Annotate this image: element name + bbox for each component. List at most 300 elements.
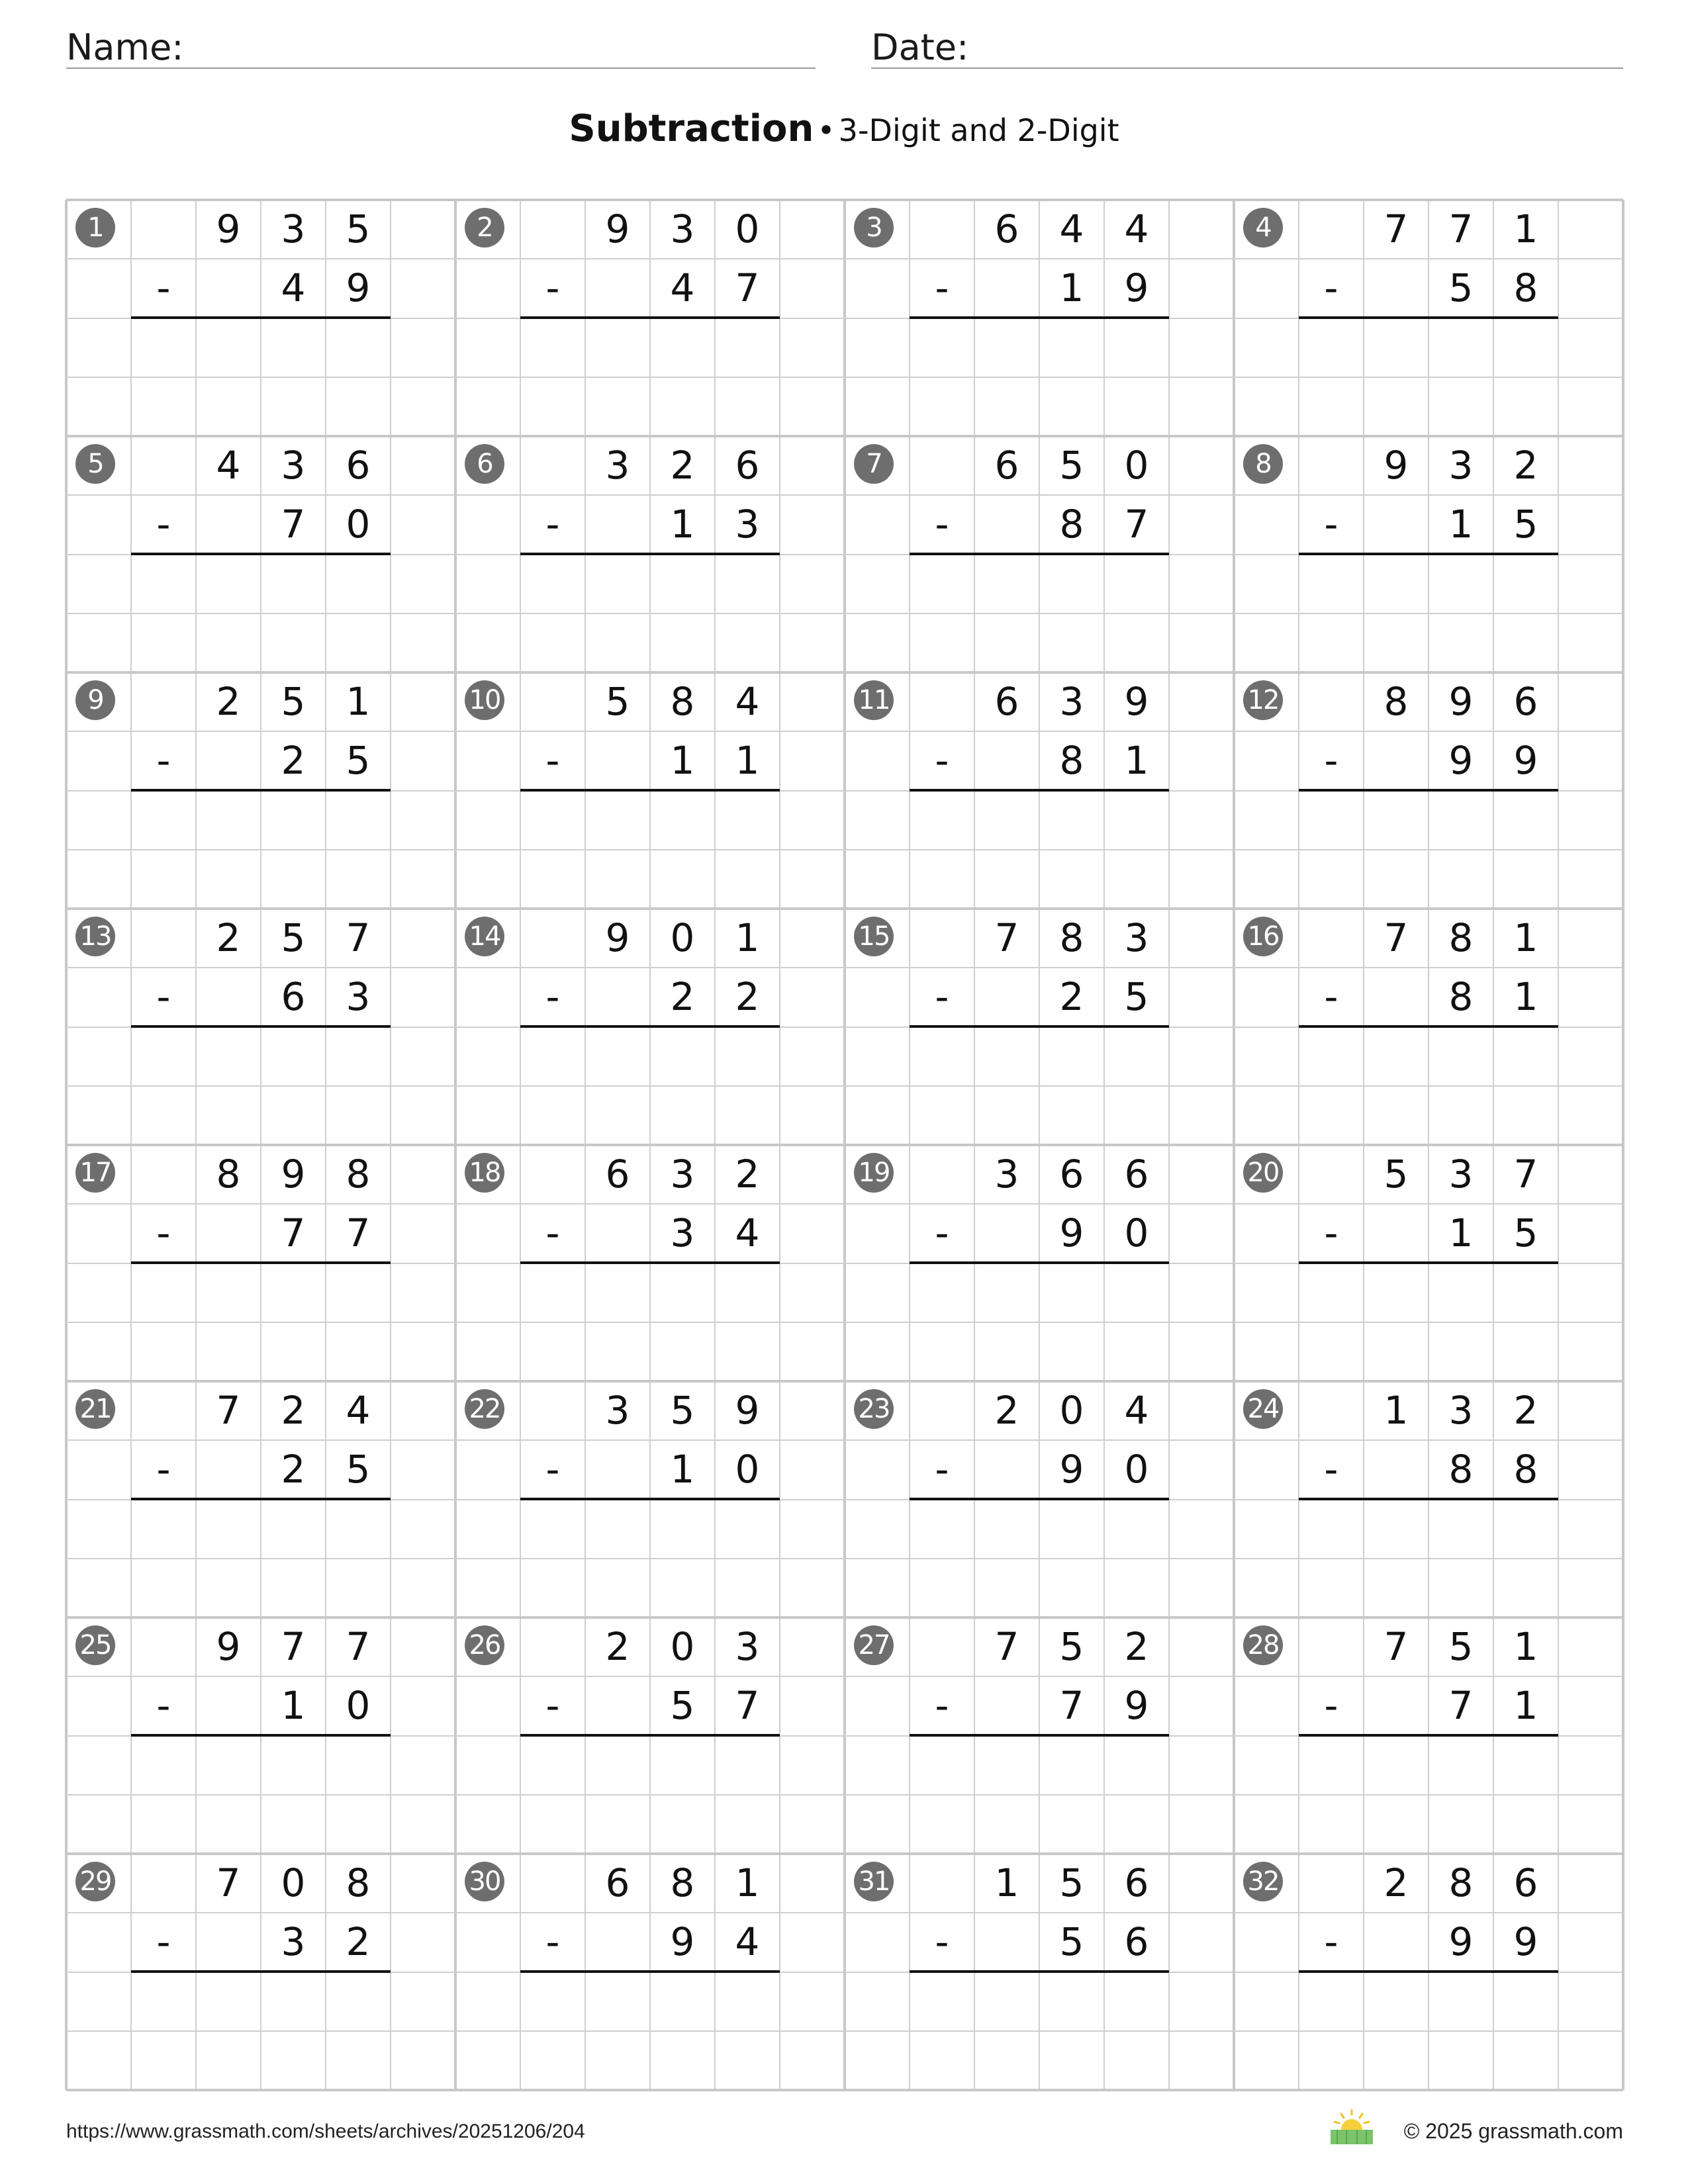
problem (455, 200, 845, 436)
minuend-digit: 6 (1124, 1152, 1149, 1197)
answer-area[interactable] (131, 1500, 391, 1618)
problem-number-badge: 10 (465, 680, 504, 720)
answer-area[interactable] (910, 1027, 1169, 1146)
problem (66, 1854, 455, 2090)
problem-number-badge: 11 (854, 680, 894, 720)
minuend-digit: 1 (346, 679, 371, 724)
answer-area[interactable] (131, 318, 391, 437)
minuend-digit: 2 (994, 1388, 1019, 1433)
minuend-digit: 5 (1059, 1624, 1084, 1669)
subtrahend-digit: 7 (281, 1210, 306, 1256)
problem-number-badge: 28 (1243, 1625, 1283, 1665)
minuend-digit: 5 (281, 915, 306, 960)
subtrahend-digit: 8 (1448, 974, 1474, 1020)
subtrahend-digit: 9 (1124, 1683, 1149, 1729)
minus-sign: - (545, 974, 560, 1020)
problem (845, 1145, 1234, 1381)
name-line[interactable] (66, 68, 816, 69)
problem (455, 1617, 845, 1854)
minuend-digit: 6 (346, 443, 371, 488)
subtrahend-digit: 9 (1448, 738, 1474, 784)
minuend-digit: 3 (1448, 443, 1474, 488)
minuend-digit: 8 (216, 1152, 241, 1197)
subtrahend-digit: 4 (670, 265, 695, 311)
problem-number-badge: 27 (854, 1625, 894, 1665)
problem-number-badge: 29 (75, 1862, 115, 1901)
problem-number-badge: 20 (1243, 1153, 1283, 1193)
minuend-digit: 3 (1448, 1388, 1474, 1433)
problem (455, 436, 845, 672)
answer-area[interactable] (910, 1500, 1169, 1618)
minuend-digit: 5 (670, 1388, 695, 1433)
minus-sign: - (545, 1919, 560, 1965)
minuend-digit: 3 (994, 1152, 1019, 1197)
subtrahend-digit: 1 (1448, 1210, 1474, 1256)
subtrahend-digit: 5 (1124, 974, 1149, 1020)
problem (845, 1854, 1234, 2090)
answer-area[interactable] (131, 1263, 391, 1382)
subtrahend-digit: 8 (1059, 738, 1084, 784)
answer-area[interactable] (1299, 1027, 1558, 1146)
minuend-digit: 9 (1448, 679, 1474, 724)
minuend-digit: 7 (994, 1624, 1019, 1669)
title-subtitle: 3-Digit and 2-Digit (838, 113, 1119, 148)
answer-area[interactable] (131, 791, 391, 909)
problem (66, 1381, 455, 1617)
minus-sign: - (935, 1210, 949, 1256)
problem (66, 1617, 455, 1854)
minuend-digit: 6 (994, 206, 1019, 251)
minus-sign: - (156, 265, 171, 311)
minuend-digit: 9 (1383, 443, 1409, 488)
subtrahend-digit: 1 (1124, 738, 1149, 784)
subtrahend-digit: 6 (281, 974, 306, 1020)
minus-sign: - (156, 1447, 171, 1492)
subtrahend-digit: 1 (1513, 1683, 1538, 1729)
minuend-digit: 6 (735, 443, 760, 488)
problem-number-badge: 16 (1243, 917, 1283, 956)
answer-area[interactable] (910, 1263, 1169, 1382)
minuend-digit: 9 (281, 1152, 306, 1197)
minus-sign: - (156, 502, 171, 547)
subtrahend-digit: 9 (1448, 1919, 1474, 1965)
subtrahend-digit: 8 (1513, 1447, 1538, 1492)
subtrahend-digit: 9 (1513, 738, 1538, 784)
minuend-digit: 6 (605, 1860, 630, 1905)
minuend-digit: 7 (1448, 206, 1474, 251)
subtrahend-digit: 3 (670, 1210, 695, 1256)
minuend-digit: 2 (670, 443, 695, 488)
answer-area[interactable] (131, 1736, 391, 1854)
minuend-digit: 1 (1513, 915, 1538, 960)
subtrahend-digit: 1 (1448, 502, 1474, 547)
answer-area[interactable] (910, 555, 1169, 673)
problem (66, 909, 455, 1145)
answer-area[interactable] (1299, 555, 1558, 673)
answer-area[interactable] (131, 1972, 391, 2091)
problem-number-badge: 26 (465, 1625, 504, 1665)
problem-number-badge: 18 (465, 1153, 504, 1193)
minuend-digit: 5 (1059, 443, 1084, 488)
subtrahend-digit: 5 (1448, 265, 1474, 311)
minus-sign: - (545, 738, 560, 784)
problem-number-badge: 13 (75, 917, 115, 956)
footer-url: https://www.grassmath.com/sheets/archives/20251206/204 (66, 2120, 585, 2142)
minus-sign: - (1324, 502, 1338, 547)
subtrahend-digit: 3 (281, 1919, 306, 1965)
minuend-digit: 3 (281, 443, 306, 488)
answer-area[interactable] (520, 1500, 780, 1618)
minus-sign: - (935, 738, 949, 784)
minus-sign: - (156, 738, 171, 784)
minus-sign: - (1324, 738, 1338, 784)
subtrahend-digit: 2 (1059, 974, 1084, 1020)
problem (66, 1145, 455, 1381)
title-main: Subtraction (569, 107, 814, 150)
subtrahend-digit: 0 (346, 502, 371, 547)
subtrahend-digit: 3 (346, 974, 371, 1020)
minuend-digit: 2 (216, 679, 241, 724)
answer-area[interactable] (131, 1027, 391, 1146)
problem-number-badge: 2 (465, 208, 504, 248)
subtrahend-digit: 7 (735, 1683, 760, 1729)
minuend-digit: 5 (281, 679, 306, 724)
minuend-digit: 0 (1124, 443, 1149, 488)
minuend-digit: 9 (1124, 679, 1149, 724)
problem (455, 909, 845, 1145)
problem-number-badge: 32 (1243, 1862, 1283, 1901)
problem (845, 200, 1234, 436)
minuend-digit: 0 (1059, 1388, 1084, 1433)
title-separator: • (817, 113, 835, 148)
answer-area[interactable] (131, 555, 391, 673)
minuend-digit: 1 (1513, 1624, 1538, 1669)
minuend-digit: 6 (605, 1152, 630, 1197)
minus-sign: - (1324, 974, 1338, 1020)
problem (1234, 1854, 1623, 2090)
minuend-digit: 7 (1383, 1624, 1409, 1669)
minuend-digit: 8 (1059, 915, 1084, 960)
problem (455, 1145, 845, 1381)
minus-sign: - (1324, 1447, 1338, 1492)
minuend-digit: 8 (1448, 1860, 1474, 1905)
problem-number-badge: 25 (75, 1625, 115, 1665)
minuend-digit: 9 (605, 915, 630, 960)
minuend-digit: 2 (1513, 1388, 1538, 1433)
subtrahend-digit: 1 (670, 502, 695, 547)
problem (66, 436, 455, 672)
problem-number-badge: 22 (465, 1389, 504, 1429)
problem-number-badge: 3 (854, 208, 894, 248)
minuend-digit: 2 (1124, 1624, 1149, 1669)
minuend-digit: 5 (1448, 1624, 1474, 1669)
problem-grid (66, 200, 1623, 2090)
minuend-digit: 3 (605, 443, 630, 488)
minuend-digit: 3 (670, 1152, 695, 1197)
answer-area[interactable] (520, 791, 780, 909)
problem-number-badge: 1 (75, 208, 115, 248)
problem-number-badge: 14 (465, 917, 504, 956)
subtrahend-digit: 1 (670, 738, 695, 784)
minus-sign: - (1324, 1683, 1338, 1729)
minuend-digit: 6 (1513, 679, 1538, 724)
minuend-digit: 0 (735, 206, 760, 251)
minuend-digit: 2 (216, 915, 241, 960)
minuend-digit: 8 (1448, 915, 1474, 960)
problem-number-badge: 30 (465, 1862, 504, 1901)
problem (455, 1381, 845, 1617)
minuend-digit: 7 (994, 915, 1019, 960)
subtrahend-digit: 7 (1059, 1683, 1084, 1729)
subtrahend-digit: 9 (1059, 1447, 1084, 1492)
answer-area[interactable] (520, 555, 780, 673)
minuend-digit: 3 (281, 206, 306, 251)
minuend-digit: 9 (216, 206, 241, 251)
subtrahend-digit: 2 (670, 974, 695, 1020)
minuend-digit: 5 (346, 206, 371, 251)
problem (66, 200, 455, 436)
minuend-digit: 7 (1513, 1152, 1538, 1197)
subtrahend-digit: 5 (1513, 502, 1538, 547)
subtrahend-digit: 1 (281, 1683, 306, 1729)
answer-area[interactable] (520, 1736, 780, 1854)
subtrahend-digit: 4 (735, 1919, 760, 1965)
minus-sign: - (1324, 1210, 1338, 1256)
subtrahend-digit: 9 (670, 1919, 695, 1965)
subtrahend-digit: 2 (346, 1919, 371, 1965)
problem-number-badge: 8 (1243, 444, 1283, 484)
subtrahend-digit: 9 (1059, 1210, 1084, 1256)
problem-number-badge: 21 (75, 1389, 115, 1429)
subtrahend-digit: 7 (346, 1210, 371, 1256)
subtrahend-digit: 7 (1448, 1683, 1474, 1729)
minus-sign: - (1324, 265, 1338, 311)
problem-number-badge: 6 (465, 444, 504, 484)
minuend-digit: 5 (1059, 1860, 1084, 1905)
subtrahend-digit: 0 (1124, 1210, 1149, 1256)
answer-area[interactable] (1299, 1500, 1558, 1618)
problem-number-badge: 31 (854, 1862, 894, 1901)
problem (845, 436, 1234, 672)
problem (1234, 1617, 1623, 1854)
problem-number-badge: 7 (854, 444, 894, 484)
subtrahend-digit: 5 (1513, 1210, 1538, 1256)
subtrahend-digit: 5 (670, 1683, 695, 1729)
subtrahend-digit: 3 (735, 502, 760, 547)
problem (1234, 200, 1623, 436)
minus-sign: - (156, 1683, 171, 1729)
minuend-digit: 4 (216, 443, 241, 488)
answer-area[interactable] (520, 318, 780, 437)
minuend-digit: 1 (994, 1860, 1019, 1905)
minuend-digit: 6 (994, 679, 1019, 724)
minus-sign: - (545, 502, 560, 547)
minuend-digit: 1 (735, 1860, 760, 1905)
subtrahend-digit: 1 (670, 1447, 695, 1492)
problem (1234, 672, 1623, 909)
minuend-digit: 3 (605, 1388, 630, 1433)
date-line[interactable] (871, 68, 1623, 69)
problem (845, 909, 1234, 1145)
problem (1234, 1145, 1623, 1381)
problem (845, 672, 1234, 909)
problem-number-badge: 24 (1243, 1389, 1283, 1429)
problem (845, 1381, 1234, 1617)
minus-sign: - (935, 1683, 949, 1729)
subtrahend-digit: 2 (281, 1447, 306, 1492)
subtrahend-digit: 1 (735, 738, 760, 784)
subtrahend-digit: 0 (346, 1683, 371, 1729)
problem-number-badge: 5 (75, 444, 115, 484)
minuend-digit: 6 (1513, 1860, 1538, 1905)
subtrahend-digit: 0 (1124, 1447, 1149, 1492)
minuend-digit: 7 (1383, 206, 1409, 251)
subtrahend-digit: 5 (346, 738, 371, 784)
minuend-digit: 2 (735, 1152, 760, 1197)
minuend-digit: 8 (1383, 679, 1409, 724)
worksheet-title (0, 107, 1688, 150)
problem-number-badge: 9 (75, 680, 115, 720)
problem-number-badge: 23 (854, 1389, 894, 1429)
answer-area[interactable] (910, 1736, 1169, 1854)
minus-sign: - (935, 265, 949, 311)
minuend-digit: 1 (735, 915, 760, 960)
problem-number-badge: 17 (75, 1153, 115, 1193)
footer-copyright: © 2025 grassmath.com (1403, 2119, 1623, 2143)
minuend-digit: 2 (1383, 1860, 1409, 1905)
minuend-digit: 7 (216, 1860, 241, 1905)
minuend-digit: 2 (605, 1624, 630, 1669)
answer-area[interactable] (1299, 1972, 1558, 2091)
subtrahend-digit: 9 (1124, 265, 1149, 311)
minuend-digit: 4 (1124, 206, 1149, 251)
problem (845, 1617, 1234, 1854)
name-label: Name: (66, 26, 184, 68)
minuend-digit: 0 (281, 1860, 306, 1905)
minuend-digit: 5 (605, 679, 630, 724)
minuend-digit: 6 (1059, 1152, 1084, 1197)
subtrahend-digit: 6 (1124, 1919, 1149, 1965)
problem (1234, 1381, 1623, 1617)
problem (455, 672, 845, 909)
minuend-digit: 9 (605, 206, 630, 251)
minus-sign: - (935, 502, 949, 547)
minuend-digit: 4 (1059, 206, 1084, 251)
subtrahend-digit: 9 (346, 265, 371, 311)
minuend-digit: 8 (346, 1152, 371, 1197)
answer-area[interactable] (910, 318, 1169, 437)
answer-area[interactable] (1299, 1736, 1558, 1854)
minus-sign: - (545, 1683, 560, 1729)
minuend-digit: 7 (346, 1624, 371, 1669)
minuend-digit: 6 (1124, 1860, 1149, 1905)
minuend-digit: 1 (1513, 206, 1538, 251)
answer-area[interactable] (910, 791, 1169, 909)
problem (455, 1854, 845, 2090)
subtrahend-digit: 8 (1448, 1447, 1474, 1492)
subtrahend-digit: 4 (281, 265, 306, 311)
minuend-digit: 9 (216, 1624, 241, 1669)
problem-number-badge: 4 (1243, 208, 1283, 248)
subtrahend-digit: 5 (346, 1447, 371, 1492)
minuend-digit: 3 (670, 206, 695, 251)
minuend-digit: 8 (670, 1860, 695, 1905)
minuend-digit: 8 (346, 1860, 371, 1905)
minuend-digit: 9 (735, 1388, 760, 1433)
answer-area[interactable] (520, 1027, 780, 1146)
minus-sign: - (935, 974, 949, 1020)
minus-sign: - (545, 1447, 560, 1492)
problem-number-badge: 15 (854, 917, 894, 956)
subtrahend-digit: 1 (1513, 974, 1538, 1020)
problem (1234, 436, 1623, 672)
minus-sign: - (156, 1919, 171, 1965)
minus-sign: - (156, 1210, 171, 1256)
subtrahend-digit: 2 (281, 738, 306, 784)
minuend-digit: 8 (670, 679, 695, 724)
minuend-digit: 0 (670, 1624, 695, 1669)
sun-over-grass-icon (1328, 2109, 1376, 2146)
minus-sign: - (545, 1210, 560, 1256)
minus-sign: - (1324, 1919, 1338, 1965)
problem-number-badge: 12 (1243, 680, 1283, 720)
minus-sign: - (156, 974, 171, 1020)
answer-area[interactable] (1299, 318, 1558, 437)
subtrahend-digit: 7 (1124, 502, 1149, 547)
minus-sign: - (935, 1919, 949, 1965)
subtrahend-digit: 5 (1059, 1919, 1084, 1965)
problem (66, 672, 455, 909)
answer-area[interactable] (520, 1263, 780, 1382)
answer-area[interactable] (520, 1972, 780, 2091)
minuend-digit: 3 (735, 1624, 760, 1669)
subtrahend-digit: 8 (1059, 502, 1084, 547)
minuend-digit: 3 (1448, 1152, 1474, 1197)
subtrahend-digit: 2 (735, 974, 760, 1020)
minuend-digit: 6 (994, 443, 1019, 488)
date-label: Date: (871, 26, 969, 68)
minuend-digit: 2 (281, 1388, 306, 1433)
minuend-digit: 7 (346, 915, 371, 960)
problem (1234, 909, 1623, 1145)
answer-area[interactable] (1299, 1263, 1558, 1382)
minuend-digit: 5 (1383, 1152, 1409, 1197)
minuend-digit: 2 (1513, 443, 1538, 488)
problem-number-badge: 19 (854, 1153, 894, 1193)
minuend-digit: 1 (1383, 1388, 1409, 1433)
subtrahend-digit: 4 (735, 1210, 760, 1256)
subtrahend-digit: 9 (1513, 1919, 1538, 1965)
minuend-digit: 4 (735, 679, 760, 724)
minus-sign: - (935, 1447, 949, 1492)
subtrahend-digit: 8 (1513, 265, 1538, 311)
minuend-digit: 7 (1383, 915, 1409, 960)
minuend-digit: 3 (1059, 679, 1084, 724)
subtrahend-digit: 0 (735, 1447, 760, 1492)
answer-area[interactable] (1299, 791, 1558, 909)
minuend-digit: 3 (1124, 915, 1149, 960)
minuend-digit: 4 (1124, 1388, 1149, 1433)
minus-sign: - (545, 265, 560, 311)
minuend-digit: 4 (346, 1388, 371, 1433)
subtrahend-digit: 1 (1059, 265, 1084, 311)
minuend-digit: 7 (281, 1624, 306, 1669)
minuend-digit: 7 (216, 1388, 241, 1433)
answer-area[interactable] (910, 1972, 1169, 2091)
subtrahend-digit: 7 (735, 265, 760, 311)
subtrahend-digit: 7 (281, 502, 306, 547)
minuend-digit: 0 (670, 915, 695, 960)
